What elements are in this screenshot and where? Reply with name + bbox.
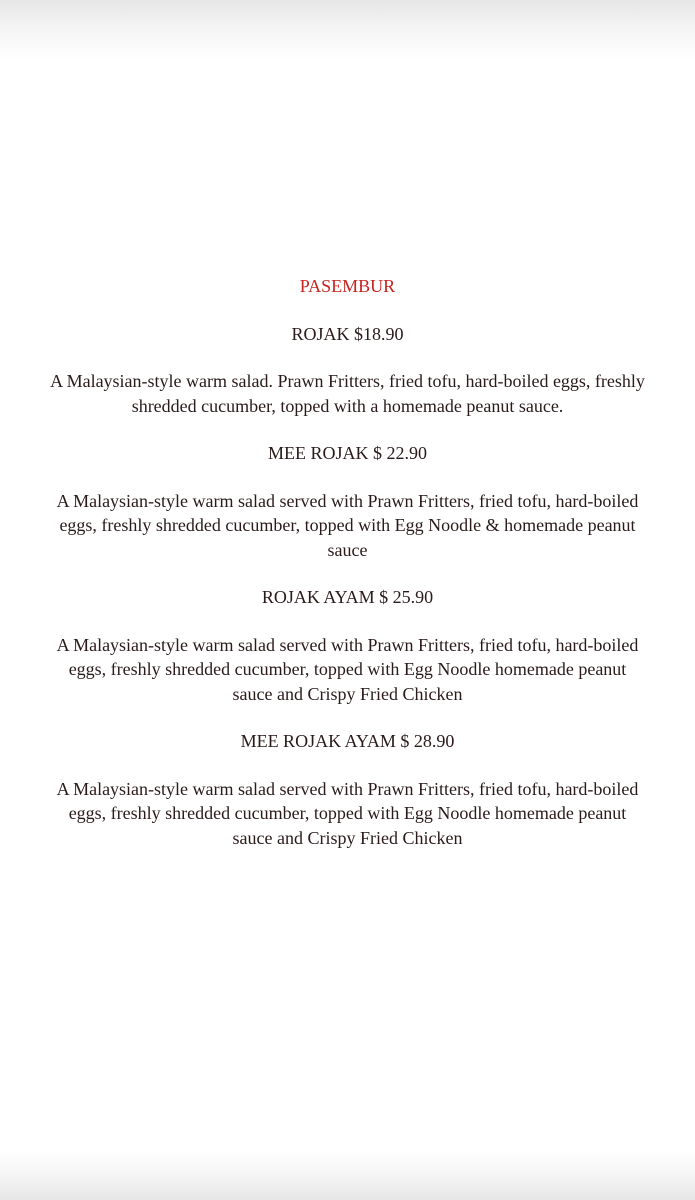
section-title: PASEMBUR: [299, 276, 396, 296]
menu-content: [0, 274, 695, 873]
menu-item-name: MEE ROJAK $ 22.90: [267, 443, 427, 463]
menu-item-name: MEE ROJAK AYAM $ 28.90: [240, 731, 455, 751]
menu-item-description: A Malaysian-style warm salad served with Prawn Fritters, fried tofu, hard-boiled eggs, freshly shredded cucumber, topped with Egg Noodle homemade peanut sauce and Crispy Fried Chicken: [56, 778, 639, 848]
menu-item-description: A Malaysian-style warm salad. Prawn Fritters, fried tofu, hard-boiled eggs, freshly shredded cucumber, topped with a homemade peanut sauce.: [50, 371, 645, 416]
menu-item-description: A Malaysian-style warm salad served with Prawn Fritters, fried tofu, hard-boiled eggs, freshly shredded cucumber, topped with Egg Noodle homemade peanut sauce and Crispy Fried Chicken: [56, 634, 639, 704]
menu-item-description: A Malaysian-style warm salad served with Prawn Fritters, fried tofu, hard-boiled eggs, freshly shredded cucumber, topped with Egg Noodle & homemade peanut sauce: [56, 490, 639, 560]
top-shadow: [0, 0, 695, 60]
menu-item-name: ROJAK $18.90: [291, 323, 404, 344]
bottom-shadow: [0, 1150, 695, 1200]
menu-item-name: ROJAK AYAM $ 25.90: [261, 587, 434, 607]
